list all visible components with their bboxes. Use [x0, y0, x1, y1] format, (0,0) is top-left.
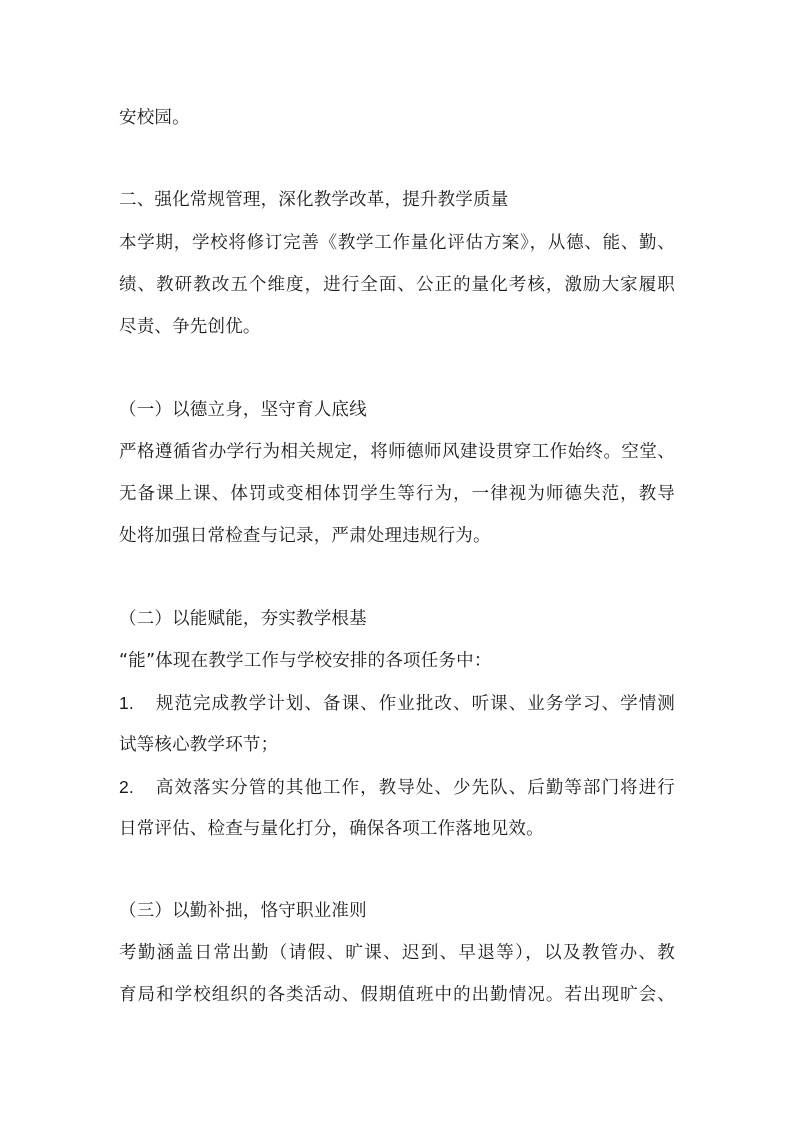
- subsection-heading: （一）以德立身，坚守育人底线: [119, 400, 367, 420]
- list-item-continuation: 日常评估、检查与量化打分，确保各项工作落地见效。: [119, 819, 544, 839]
- list-item-continuation: 试等核心教学环节；: [119, 735, 279, 755]
- list-item: [119, 691, 675, 716]
- list-item: [119, 775, 675, 800]
- paragraph-line: 处将加强日常检查与记录，严肃处理违规行为。: [119, 526, 491, 546]
- subsection-heading: （三）以勤补拙，恪守职业准则: [119, 901, 367, 921]
- paragraph-line: 育局和学校组织的各类活动、假期值班中的出勤情况。若出现旷会、: [119, 985, 675, 1005]
- paragraph-line: 安校园。: [119, 108, 190, 128]
- paragraph-line: “能”体现在教学工作与学校安排的各项任务中：: [119, 651, 492, 671]
- list-item-text: 高效落实分管的其他工作，教导处、少先队、后勤等部门将进行: [155, 778, 675, 798]
- paragraph-line: 考勤涵盖日常出勤（请假、旷课、迟到、早退等），以及教管办、教: [119, 943, 675, 963]
- section-heading: 二、强化常规管理，深化教学改革，提升教学质量: [119, 190, 509, 210]
- paragraph-line: 严格遵循省办学行为相关规定，将师德师风建设贯穿工作始终。空堂、: [119, 442, 675, 462]
- paragraph-line: 绩、教研教改五个维度，进行全面、公正的量化考核，激励大家履职: [119, 275, 675, 295]
- paragraph-line: 无备课上课、体罚或变相体罚学生等行为，一律视为师德失范，教导: [119, 484, 675, 504]
- paragraph-line: 尽责、争先创优。: [119, 317, 261, 337]
- paragraph-line: 本学期，学校将修订完善《教学工作量化评估方案》，从德、能、勤、: [119, 233, 675, 253]
- list-number: 2.: [119, 777, 134, 797]
- subsection-heading: （二）以能赋能，夯实教学根基: [119, 609, 367, 629]
- list-item-text: 规范完成教学计划、备课、作业批改、听课、业务学习、学情测: [155, 694, 675, 714]
- list-number: 1.: [119, 693, 134, 713]
